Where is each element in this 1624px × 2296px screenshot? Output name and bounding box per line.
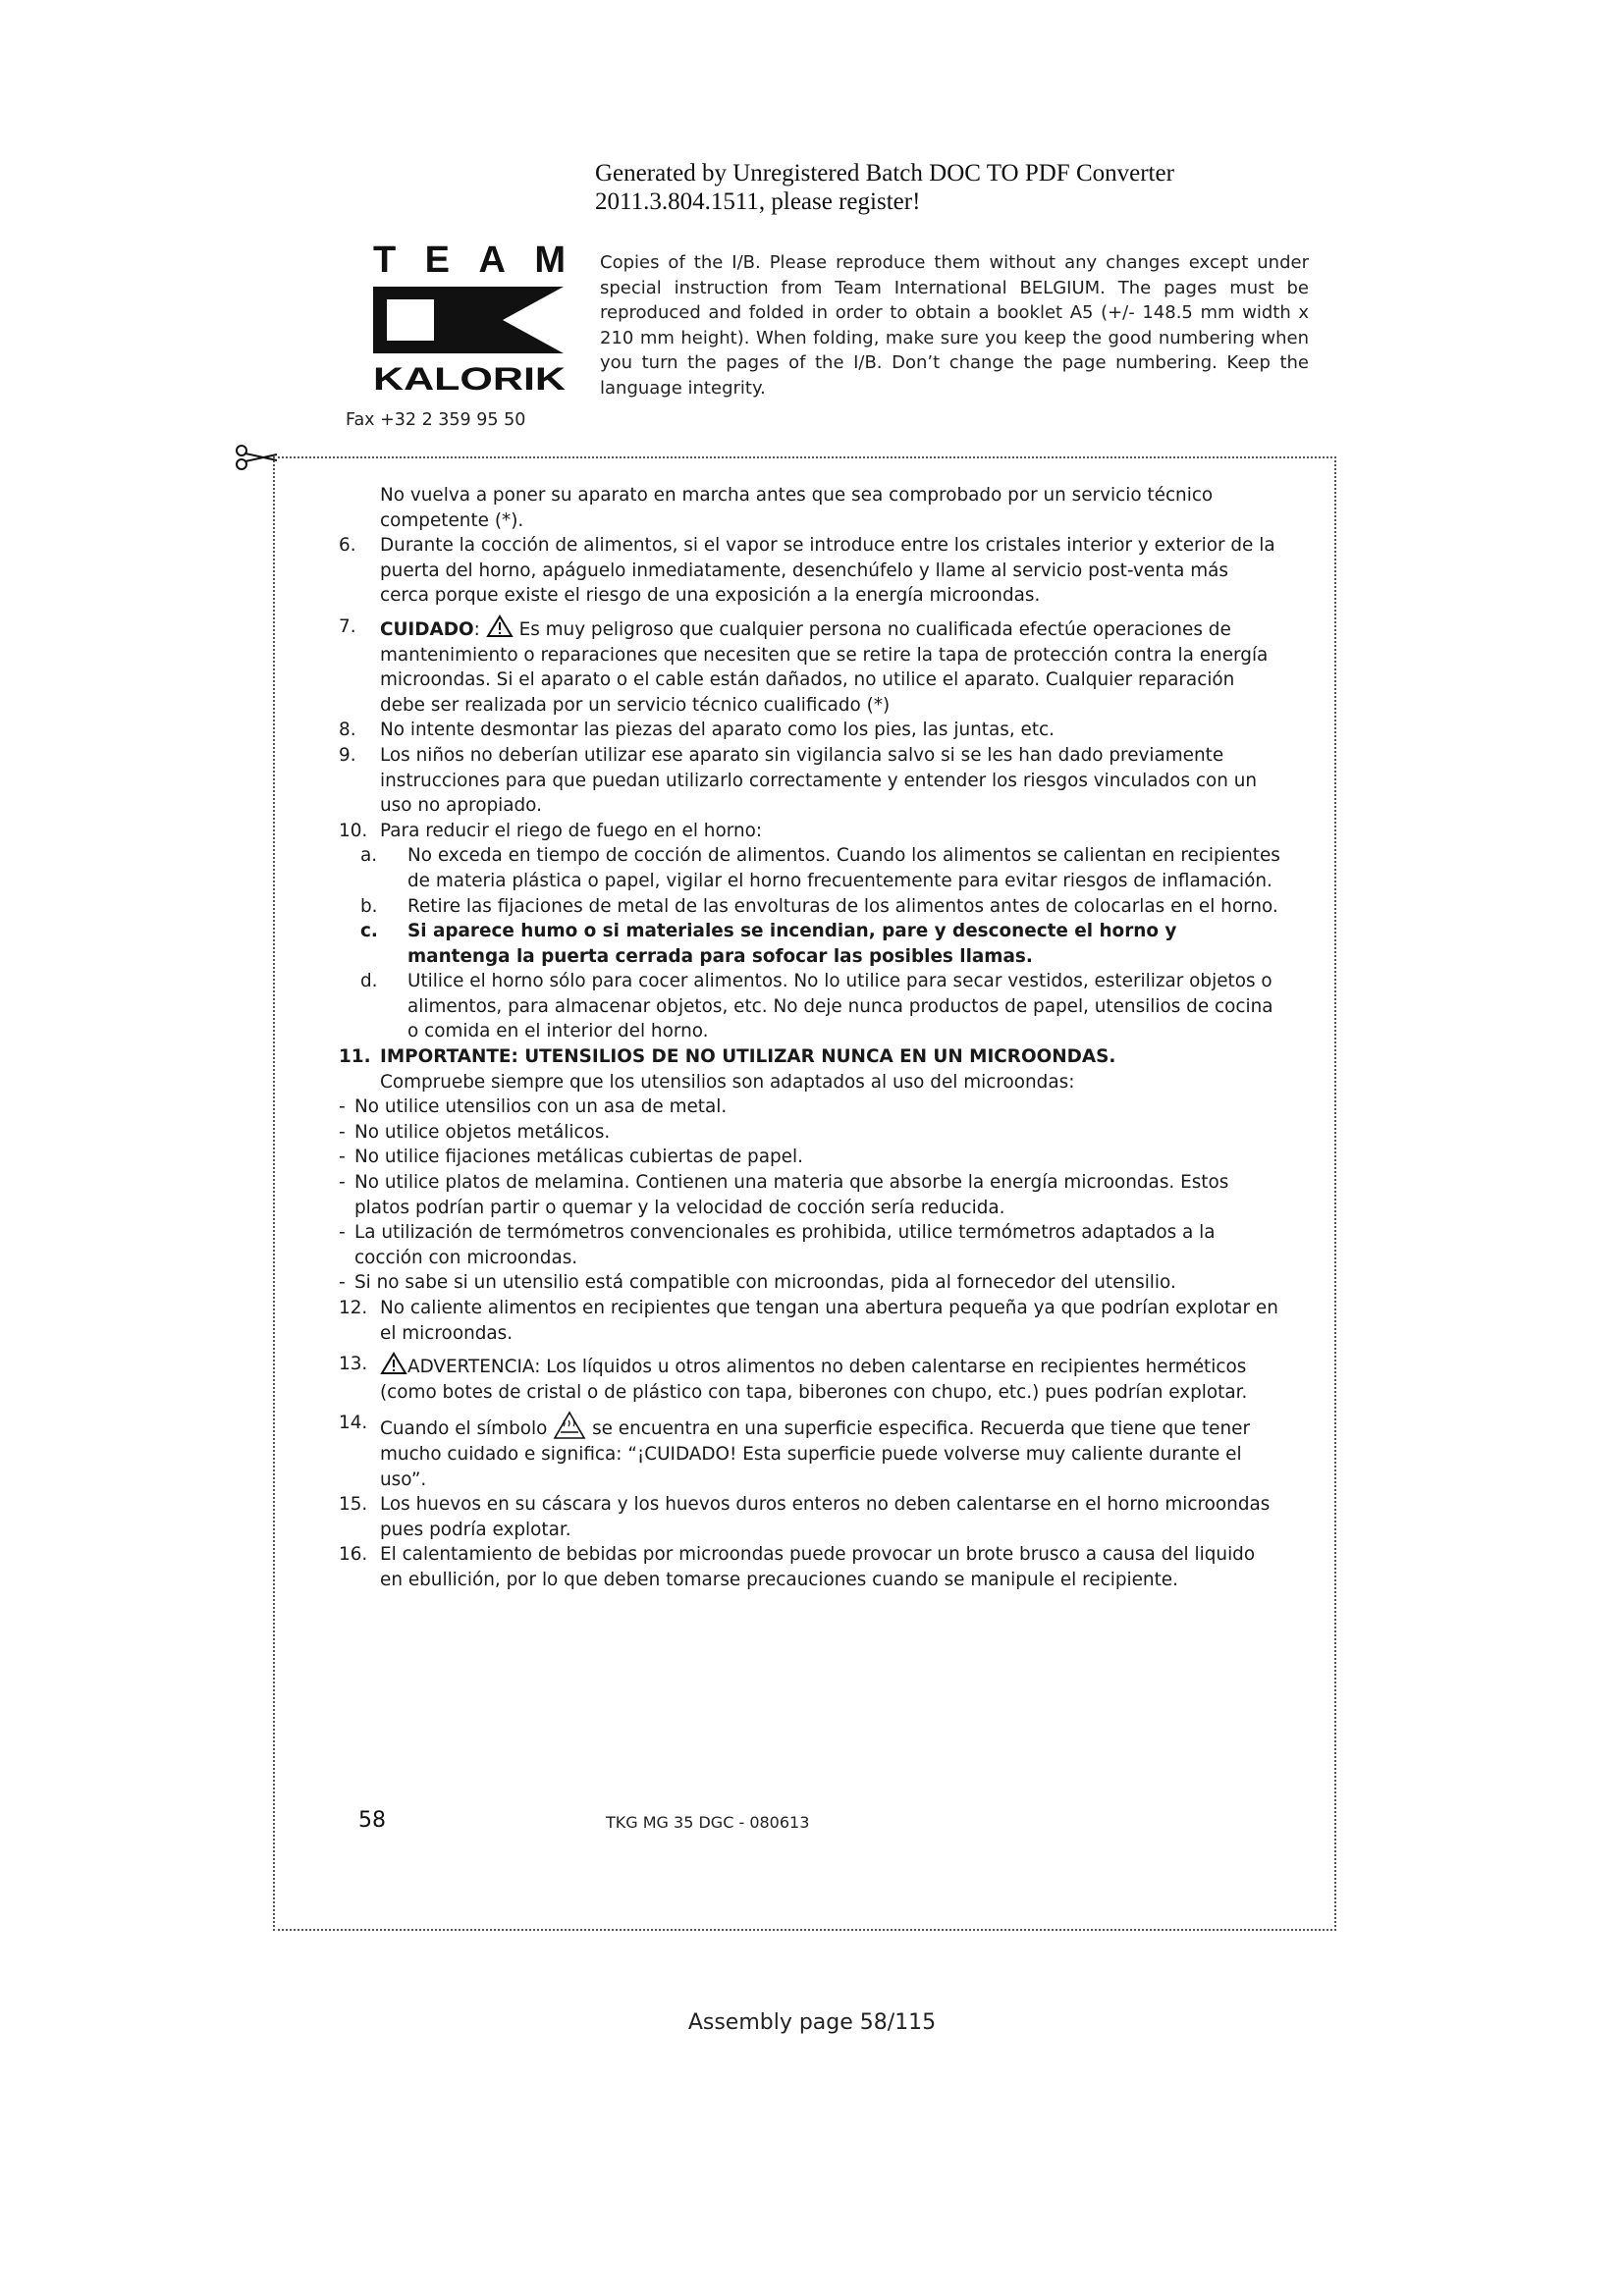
utensil-bullet — [339, 1120, 1281, 1146]
safety-item-10d — [339, 969, 1281, 1044]
safety-item-15 — [339, 1492, 1281, 1542]
safety-item-11 — [339, 1044, 1281, 1070]
item-text: Compruebe siempre que los utensilios son adaptados al uso del microondas: — [380, 1071, 1075, 1093]
item-text: No exceda en tiempo de cocción de alimentos. Cuando los alimentos se calientan en recipientes de materia plástica o papel, vigilar el horno frecuentemente para evitar riesgos de inflamación. — [407, 845, 1280, 891]
caution-colon: : — [473, 618, 486, 640]
item-number: 13. — [339, 1354, 368, 1375]
safety-item-intro — [339, 483, 1281, 533]
item-number: 8. — [339, 720, 356, 741]
item-text: Retire las fijaciones de metal de las envolturas de los alimentos antes de colocarlas en el horno. — [407, 895, 1278, 917]
item-number: 11. — [339, 1046, 371, 1068]
item-number: 16. — [339, 1544, 368, 1566]
item-number: 7. — [339, 615, 356, 637]
item-text: Utilice el horno sólo para cocer alimentos. No lo utilice para secar vestidos, esterilizar objetos o alimentos, para almacenar objetos, etc. No deje nunca productos de papel, utensilios de cocina o comida en el interior del horno. — [407, 971, 1273, 1042]
utensil-bullet — [339, 1170, 1281, 1220]
safety-item-14 — [339, 1411, 1281, 1492]
safety-item-6 — [339, 533, 1281, 609]
safety-item-10b — [339, 894, 1281, 920]
safety-item-10 — [339, 819, 1281, 844]
hot-surface-icon — [553, 1411, 586, 1440]
safety-item-10a — [339, 843, 1281, 893]
bullet-text: No utilice objetos metálicos. — [354, 1121, 611, 1143]
item-number: 15. — [339, 1494, 368, 1516]
item-text: No caliente alimentos en recipientes que tengan una abertura pequeña ya que podrían explotar en el microondas. — [380, 1298, 1278, 1344]
safety-item-8 — [339, 718, 1281, 743]
bullet-text: La utilización de termómetros convencionales es prohibida, utilice termómetros adaptados a la cocción con microondas. — [354, 1222, 1216, 1268]
bullet-dash: - — [339, 1147, 346, 1168]
bullet-text: No utilice platos de melamina. Contienen una materia que absorbe la energía microondas. Estos platos podrían partir o quemar y la velocidad de cocción sería reducida. — [354, 1172, 1229, 1218]
item-text: Si aparece humo o si materiales se incendian, pare y desconecte el horno y mantenga la puerta cerrada para sofocar las posibles llamas. — [407, 921, 1177, 967]
caution-label: CUIDADO — [380, 618, 474, 640]
safety-item-12 — [339, 1296, 1281, 1346]
reproduction-instructions: Copies of the I/B. Please reproduce them without any changes except under special instruction from Team International BELGIUM. The pages must be reproduced and folded in order to obtain a booklet A5 (+/- 148.5 mm width x 210 mm height). When folding, make sure you keep the good numbering when you turn the pages of the I/B. Don’t change the page numbering. Keep the language integrity. — [600, 252, 1309, 399]
bullet-dash: - — [339, 1222, 346, 1244]
item-letter: a. — [360, 845, 378, 867]
logo-kalorik-text: KALORIK — [373, 361, 566, 397]
bullet-text: Si no sabe si un utensilio está compatible con microondas, pida al fornecedor del utensilio. — [354, 1272, 1176, 1294]
utensil-bullet — [339, 1270, 1281, 1296]
item-text: El calentamiento de bebidas por microondas puede provocar un brote brusco a causa del liquido en ebullición, por lo que deben tomarse precauciones cuando se manipule el recipiente. — [380, 1544, 1256, 1590]
item-number: 6. — [339, 535, 356, 557]
safety-item-16 — [339, 1542, 1281, 1592]
item-letter: d. — [360, 971, 378, 992]
safety-item-7 — [339, 614, 1281, 718]
item-letter: b. — [360, 895, 378, 917]
bullet-text: No utilice utensilios con un asa de metal. — [354, 1096, 728, 1118]
item-number: 14. — [339, 1413, 368, 1434]
item-text: Es muy peligroso que cualquier persona no cualificada efectúe operaciones de mantenimiento o reparaciones que necesiten que se retire la tapa de protección contra la energía microondas. Si el aparato o el cable están dañados, no utilice el aparato. Cualquier reparación debe ser realizada por un servicio técnico cualificado (*) — [380, 618, 1269, 716]
bullet-text: No utilice fijaciones metálicas cubiertas de papel. — [354, 1147, 803, 1168]
item-text: No intente desmontar las piezas del aparato como los pies, las juntas, etc. — [380, 720, 1055, 741]
safety-item-10c — [339, 919, 1281, 969]
warning-triangle-icon — [486, 614, 514, 638]
item-text: Para reducir el riego de fuego en el horno: — [380, 820, 763, 841]
bullet-dash: - — [339, 1096, 346, 1118]
watermark-line-1: Generated by Unregistered Batch DOC TO PDF Converter — [595, 160, 1174, 187]
logo-team-text: TEAM — [373, 240, 566, 281]
utensil-bullet — [339, 1220, 1281, 1270]
item-text: Durante la cocción de alimentos, si el vapor se introduce entre los cristales interior y exterior de la puerta del horno, apáguelo inmediatamente, desenchúfelo y llame al servicio post-venta más cerca porque existe el riesgo de una exposición a la energía microondas. — [380, 535, 1275, 607]
item-text-after: se encuentra en una superficie especifica. Recuerda que tiene que tener mucho cuidado e significa: “¡CUIDADO! Esta superficie puede volverse muy caliente durante el uso”. — [380, 1418, 1251, 1490]
item-text-before: Cuando el símbolo — [380, 1418, 554, 1440]
item-number: 12. — [339, 1298, 368, 1318]
item-letter: c. — [360, 921, 378, 942]
utensil-bullet — [339, 1145, 1281, 1170]
item-number: 9. — [339, 744, 356, 766]
utensil-bullet — [339, 1095, 1281, 1120]
page-number: 58 — [358, 1808, 386, 1833]
fax-number: Fax +32 2 359 95 50 — [346, 410, 526, 430]
bullet-dash: - — [339, 1121, 346, 1143]
item-text: Los niños no deberían utilizar ese aparato sin vigilancia salvo si se les han dado previamente instrucciones para que puedan utilizarlo correctamente y entender los riesgos vinculados con un uso no apropiado. — [380, 744, 1258, 817]
item-number: 10. — [339, 820, 368, 841]
safety-item-9 — [339, 743, 1281, 819]
bullet-dash: - — [339, 1172, 346, 1194]
manual-page-content — [339, 483, 1281, 1593]
bullet-dash: - — [339, 1272, 346, 1294]
safety-item-11-intro — [339, 1070, 1281, 1095]
warning-triangle-icon — [380, 1352, 407, 1375]
team-kalorik-logo — [371, 240, 568, 398]
watermark-line-2: 2011.3.804.1511, please register! — [595, 188, 921, 215]
item-text: ADVERTENCIA: Los líquidos u otros alimentos no deben calentarse en recipientes herméticos (como botes de cristal o de plástico con tapa, biberones con chupo, etc.) pues podrían explotar. — [380, 1357, 1248, 1403]
item-text: Los huevos en su cáscara y los huevos duros enteros no deben calentarse en el horno microondas pues podría explotar. — [380, 1494, 1271, 1540]
assembly-page-label: Assembly page 58/115 — [687, 2010, 937, 2035]
item-heading: IMPORTANTE: UTENSILIOS DE NO UTILIZAR NUNCA EN UN MICROONDAS. — [380, 1046, 1116, 1068]
converter-watermark — [595, 159, 1380, 216]
safety-item-13 — [339, 1352, 1281, 1405]
model-code: TKG MG 35 DGC - 080613 — [606, 1813, 810, 1832]
item-text: No vuelva a poner su aparato en marcha antes que sea comprobado por un servicio técnico competente (*). — [380, 485, 1214, 531]
